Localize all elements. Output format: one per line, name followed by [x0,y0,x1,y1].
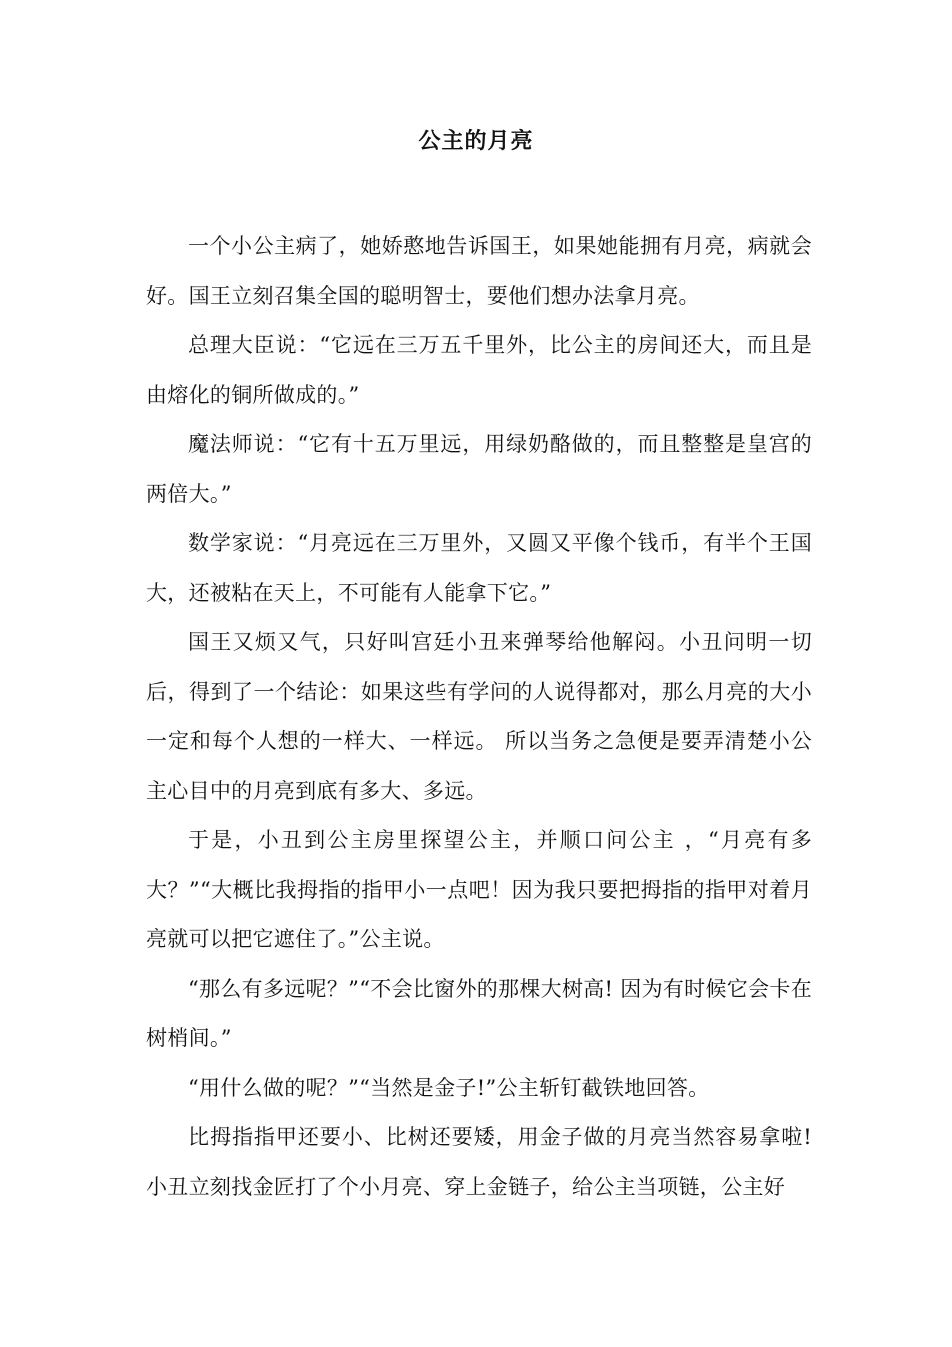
paragraph: 数学家说：“月亮远在三万里外，又圆又平像个钱币，有半个王国大，还被粘在天上，不可能有人能拿下它。” [146,531,812,605]
paragraph: “用什么做的呢？”“当然是金子!”公主斩钉截铁地回答。 [188,1075,710,1100]
paragraph: 魔法师说：“它有十五万里远，用绿奶酪做的，而且整整是皇宫的两倍大。” [146,432,812,506]
paragraph: “那么有多远呢？”“不会比窗外的那棵大树高! 因为有时候它会卡在树梢间。” [146,976,812,1050]
paragraph: 一个小公主病了，她娇憨地告诉国王，如果她能拥有月亮，病就会好。国王立刻召集全国的聪明智士，要他们想办法拿月亮。 [146,234,812,308]
paragraph: 国王又烦又气，只好叫宫廷小丑来弹琴给他解闷。小丑问明一切后，得到了一个结论：如果这些有学问的人说得都对，那么月亮的大小一定和每个人想的一样大、一样远。 所以当务之急便是要弄清楚小公主心目中的月亮到底有多大、多远。 [146,630,812,803]
document-body [146,222,812,1212]
paragraph: 总理大臣说：“它远在三万五千里外，比公主的房间还大，而且是由熔化的铜所做成的。” [146,333,812,407]
paragraph: 于是，小丑到公主房里探望公主，并顺口问公主 ，“月亮有多大？”“大概比我拇指的指甲小一点吧！因为我只要把拇指的指甲对着月亮就可以把它遮住了。”公主说。 [146,828,812,951]
page-title: 公主的月亮 [418,128,534,154]
paragraph: 比拇指指甲还要小、比树还要矮，用金子做的月亮当然容易拿啦!小丑立刻找金匠打了个小月亮、穿上金链子，给公主当项链，公主好 [146,1125,812,1199]
